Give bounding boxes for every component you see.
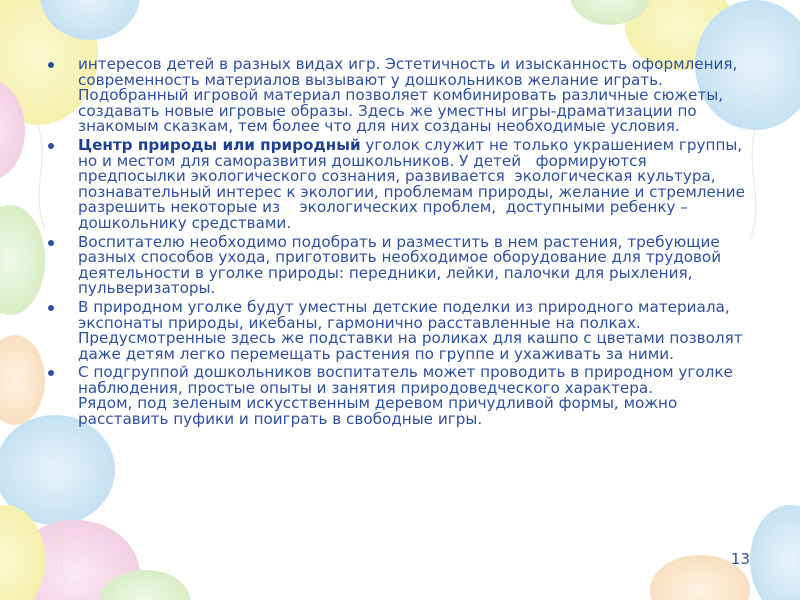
balloon-green [0, 205, 45, 315]
bullet-icon [48, 305, 54, 311]
paragraph-text: интересов детей в разных видах игр. Эстетичность и изысканность оформления, современность материалов вызывают у дошкольников желание играть. Подобранный игровой материал позволяет комбинировать различные сюжеты, создавать новые игровые образы. Здесь же уместны игры-драматизации по знакомым сказкам, тем более что для них созданы необходимые условия. [78, 55, 743, 136]
bullet-list [48, 57, 748, 428]
bullet-icon [48, 370, 54, 376]
page-number: 13 [730, 550, 750, 568]
list-item [48, 365, 748, 427]
slide-content [48, 57, 748, 431]
list-item [48, 57, 748, 135]
section-heading: Центр природы или природный [78, 135, 361, 154]
paragraph-text: Воспитателю необходимо подобрать и разместить в нем растения, требующие разных способов ухода, приготовить необходимое оборудование для трудовой деятельности в уголке природы: передники, лейки, палочки для рыхления, пульверизаторы. [78, 232, 726, 298]
bullet-icon [48, 143, 54, 149]
balloon-peach [0, 335, 45, 425]
balloon-blue [750, 505, 800, 600]
bullet-icon [48, 240, 54, 246]
paragraph-text: С подгруппой дошкольников воспитатель может проводить в природном уголке наблюдения, простые опыты и занятия природоведческого характера. Рядом, под зеленым искусственным деревом причудливой формы, можно расставить пуфики и поиграть в свободные игры. [78, 363, 733, 429]
list-item [48, 297, 748, 363]
bullet-icon [48, 62, 54, 68]
paragraph-text: В природном уголке будут уместны детские поделки из природного материала, экспонаты природы, икебаны, гармонично расставленные на полках. Предусмотренные здесь же подставки на роликах для кашпо с цветами позволят даже детям легко перемещать растения по группе и ухаживать за ними. [78, 297, 748, 363]
paragraph-text: уголок служит не только украшением группы, но и местом для саморазвития дошкольников. У детей формируются предпосылки экологического сознания, развивается экологическая культура, познавательный интерес к экологии, проблемам природы, желание и стремление разрешить некоторые из экологических проблем, доступными ребенку – дошкольнику средствами. [78, 135, 750, 232]
list-item [48, 232, 748, 298]
list-item [48, 135, 750, 232]
